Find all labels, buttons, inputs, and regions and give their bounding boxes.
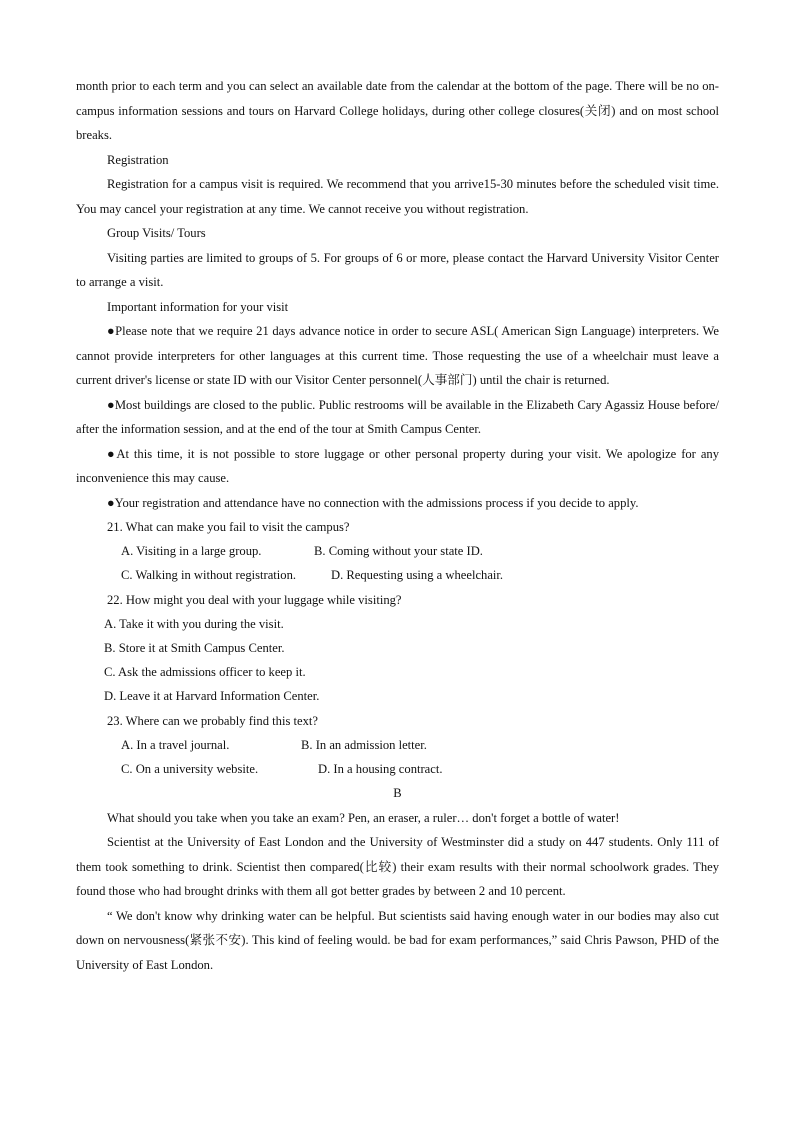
question-23-options-row-2 (76, 757, 719, 781)
group-visits-paragraph: Visiting parties are limited to groups of 5. For groups of 6 or more, please contact the Harvard University Visitor Center to arrange a visit. (76, 250, 719, 289)
intro-paragraph: month prior to each term and you can select an available date from the calendar at the bottom of the page. There will be no on- campus information sessions and tours on Harvard College holidays, during other college closures(关闭) and on most school breaks. (76, 79, 719, 142)
option-d: D. In a housing contract. (318, 762, 443, 777)
option-b: B. In an admission letter. (301, 737, 427, 752)
important-info-heading: Important information for your visit (107, 299, 289, 314)
option-c: C. Ask the admissions officer to keep it. (104, 665, 306, 680)
question-21-options-row-2 (76, 563, 719, 587)
option-a: A. Take it with you during the visit. (104, 616, 284, 631)
question-22-stem: 22. How might you deal with your luggage while visiting? (107, 592, 402, 607)
bullet-item: ●Please note that we require 21 days advance notice in order to secure ASL( American Sign Language) interpreters. We cannot provide interpreters for other languages at this current time. Those requesting the use of a wheelchair must leave a current driver's license or state ID with our Visitor Center personnel(人事部门) until the chair is returned. (76, 324, 719, 387)
question-23-options-row-1 (76, 733, 719, 757)
passage-b-label: B (393, 786, 402, 801)
option-d: D. Leave it at Harvard Information Center. (104, 689, 320, 704)
passage-b-paragraph: “ We don't know why drinking water can be helpful. But scientists said having enough water in our bodies may also cut down on nervousness(紧张不安). This kind of feeling would. be bad for exam performances,” said Chris Pawson, PHD of the University of East London. (76, 908, 719, 972)
question-23-stem: 23. Where can we probably find this text? (107, 713, 318, 728)
group-visits-heading: Group Visits/ Tours (107, 226, 206, 240)
registration-heading: Registration (107, 152, 169, 167)
question-21-options-row-1 (76, 539, 719, 563)
passage-b-paragraph: What should you take when you take an exam? Pen, an eraser, a ruler… don't forget a bottle of water! (107, 810, 620, 825)
option-c: C. Walking in without registration. (121, 568, 297, 583)
document-page (76, 74, 719, 977)
bullet-item: ●Most buildings are closed to the public. Public restrooms will be available in the Elizabeth Cary Agassiz House before/ after the information session, and at the end of the tour at Smith Campus Center. (76, 397, 719, 436)
bullet-item: ●Your registration and attendance have no connection with the admissions process if you decide to apply. (107, 495, 639, 510)
option-a: A. In a travel journal. (121, 737, 230, 752)
registration-paragraph: Registration for a campus visit is required. We recommend that you arrive15-30 minutes before the scheduled visit time. You may cancel your registration at any time. We cannot receive you without registration. (76, 177, 719, 216)
option-b: B. Coming without your state ID. (314, 544, 483, 559)
option-c: C. On a university website. (121, 762, 259, 777)
option-a: A. Visiting in a large group. (121, 544, 262, 559)
option-d: D. Requesting using a wheelchair. (331, 568, 504, 583)
passage-b-paragraph: Scientist at the University of East London and the University of Westminster did a study on 447 students. Only 111 of them took something to drink. Scientist then compared(比较) their exam results with their normal schoolwork grades. They found those who had brought drinks with them all got better grades by between 2 and 10 percent. (76, 835, 719, 899)
option-b: B. Store it at Smith Campus Center. (104, 641, 285, 656)
question-21-stem: 21. What can make you fail to visit the campus? (107, 520, 350, 534)
bullet-item: ●At this time, it is not possible to store luggage or other personal property during your visit. We apologize for any inconvenience this may cause. (76, 446, 719, 485)
